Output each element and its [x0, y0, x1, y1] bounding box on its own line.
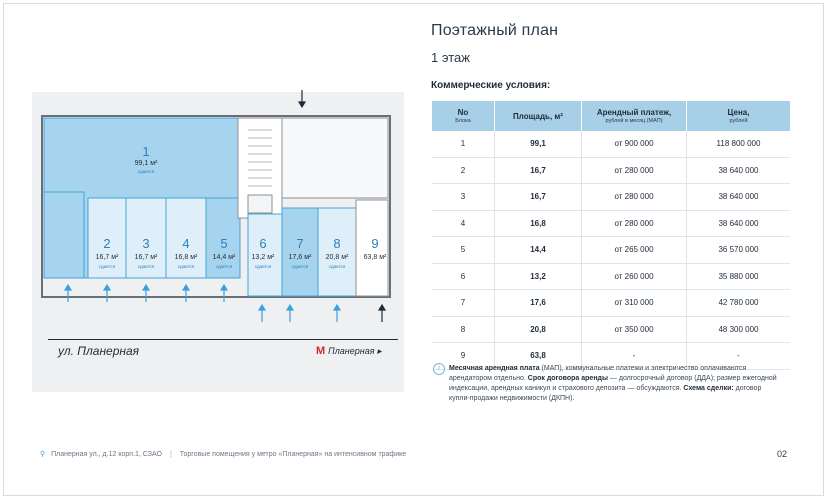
cell-price: 48 300 000 — [687, 316, 791, 343]
unit-2-area: 16,7 м² — [95, 254, 119, 261]
metro-label: М Планерная ▸ — [316, 345, 382, 357]
cell-price: 118 800 000 — [687, 131, 791, 157]
col-no: No Блока — [432, 101, 495, 131]
unit-6-area: 13,2 м² — [251, 254, 275, 261]
cell-area: 16,7 — [495, 184, 582, 211]
table-row — [432, 290, 790, 317]
cell-rent: от 310 000 — [582, 290, 687, 317]
cell-price: 38 640 000 — [687, 210, 791, 237]
cell-rent: от 265 000 — [582, 237, 687, 264]
table-row — [432, 131, 790, 157]
footer-description: Торговые помещения у метро «Планерная» на интенсивном трафике — [179, 451, 407, 458]
unit-4-status: сдается — [177, 264, 195, 269]
street-name: ул. Планерная — [58, 344, 140, 358]
footer: ⚲ Планерная ул., д.12 корп.1, СЗАО | Торговые помещения у метро «Планерная» на интенсивном трафике — [40, 451, 407, 458]
hall — [282, 118, 388, 198]
table-header — [432, 101, 790, 131]
unit-3-status: сдается — [137, 264, 155, 269]
unit-1-area: 99,1 м² — [134, 160, 158, 167]
cell-rent: от 260 000 — [582, 263, 687, 290]
unit-3-area: 16,7 м² — [134, 254, 158, 261]
table-row — [432, 237, 790, 264]
info-icon: i — [433, 363, 445, 375]
table-row — [432, 184, 790, 211]
unit-9-area: 63,8 м² — [363, 254, 387, 261]
cell-price: 36 570 000 — [687, 237, 791, 264]
unit-1-number: 1 — [142, 144, 150, 159]
unit-2-status: сдается — [98, 264, 116, 269]
cell-area: 16,7 — [495, 157, 582, 184]
footer-address: Планерная ул., д.12 корп.1, СЗАО — [51, 451, 162, 458]
cell-no: 3 — [432, 184, 495, 211]
unit-8-shape — [318, 208, 356, 296]
location-pin-icon: ⚲ — [40, 451, 46, 458]
unit-1-status: сдается — [137, 169, 155, 174]
unit-7-area: 17,6 м² — [288, 254, 312, 261]
cell-rent: - — [582, 343, 687, 370]
unit-4-number: 4 — [182, 236, 190, 251]
metro-icon: М — [316, 345, 326, 357]
cell-price: 42 780 000 — [687, 290, 791, 317]
terms-label: Коммерческие условия: — [431, 80, 551, 91]
unit-5-status: сдается — [215, 264, 233, 269]
cell-no: 6 — [432, 263, 495, 290]
unit-6-number: 6 — [259, 236, 267, 251]
cell-area: 16,8 — [495, 210, 582, 237]
cell-no: 8 — [432, 316, 495, 343]
cell-no: 4 — [432, 210, 495, 237]
cell-area: 14,4 — [495, 237, 582, 264]
page-title: Поэтажный план — [431, 22, 559, 39]
cell-price: 35 880 000 — [687, 263, 791, 290]
cell-area: 17,6 — [495, 290, 582, 317]
unit-6-status: сдается — [254, 264, 272, 269]
unit-4-area: 16,8 м² — [174, 254, 198, 261]
unit-5-number: 5 — [220, 236, 228, 251]
col-price: Цена, рублей — [687, 101, 791, 131]
cell-rent: от 280 000 — [582, 157, 687, 184]
cell-rent: от 350 000 — [582, 316, 687, 343]
unit-5-area: 14,4 м² — [212, 254, 236, 261]
cell-no: 7 — [432, 290, 495, 317]
cell-rent: от 280 000 — [582, 210, 687, 237]
cell-no: 9 — [432, 343, 495, 370]
units-table — [432, 101, 790, 370]
unit-2-number: 2 — [103, 236, 111, 251]
cell-no: 2 — [432, 157, 495, 184]
cell-area: 13,2 — [495, 263, 582, 290]
table-row — [432, 316, 790, 343]
unit-7-shape — [282, 208, 318, 296]
unit-8-number: 8 — [333, 236, 341, 251]
page-number: 02 — [777, 449, 788, 459]
cell-rent: от 280 000 — [582, 184, 687, 211]
floor-label: 1 этаж — [431, 50, 470, 65]
cell-area: 20,8 — [495, 316, 582, 343]
metro-name: Планерная — [328, 346, 375, 356]
cell-rent: от 900 000 — [582, 131, 687, 157]
cell-no: 5 — [432, 237, 495, 264]
unit-8-area: 20,8 м² — [325, 254, 349, 261]
cell-price: 38 640 000 — [687, 184, 791, 211]
unit-7-number: 7 — [296, 236, 304, 251]
table-row — [432, 210, 790, 237]
cell-price: 38 640 000 — [687, 157, 791, 184]
unit-7-status: сдается — [291, 264, 309, 269]
unit-3-number: 3 — [142, 236, 150, 251]
cell-price: - — [687, 343, 791, 370]
unit-9-number: 9 — [371, 236, 379, 251]
table-row — [432, 263, 790, 290]
unit-8-status: сдается — [328, 264, 346, 269]
cell-area: 99,1 — [495, 131, 582, 157]
terms-note: Месячная арендная плата (МАП), коммунальные платежи и электричество оплачиваются арендатором отдельно. Срок договора аренды — долгосрочный договор (ДДА); размер ежегодной индексации, арендных каникул и страхового депозита — обсуждаются. Схема сделки: договор купли-продажи недвижимости (ДКПН). — [449, 365, 777, 402]
street-line — [48, 339, 398, 340]
col-area: Площадь, м² — [495, 101, 582, 131]
col-rent: Арендный платеж, рублей в месяц (МАП) — [582, 101, 687, 131]
cell-area: 63,8 — [495, 343, 582, 370]
cell-no: 1 — [432, 131, 495, 157]
table-row — [432, 157, 790, 184]
